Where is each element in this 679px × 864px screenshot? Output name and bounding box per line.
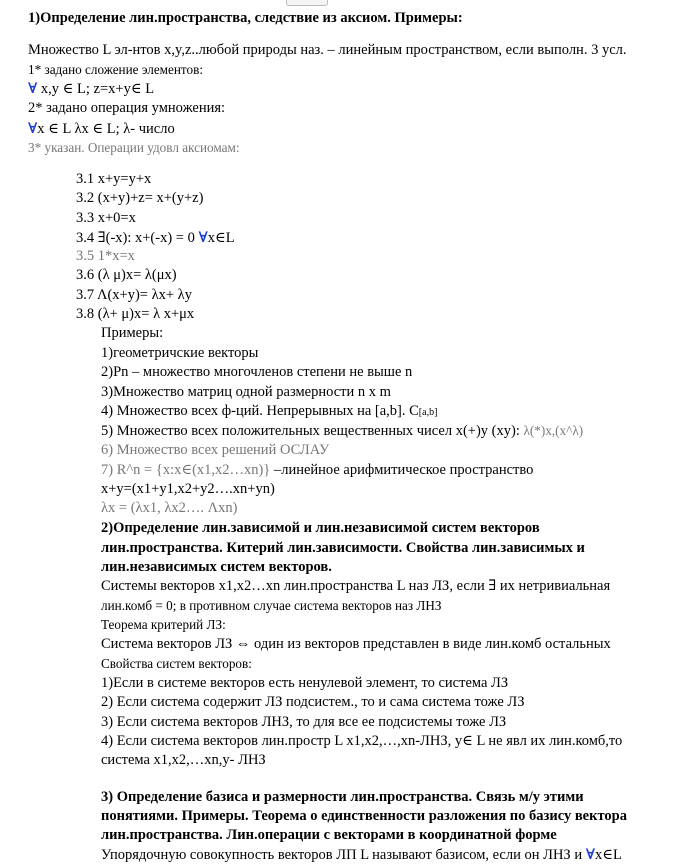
axiom-7: 3.7 Λ(x+y)= λx+ λy bbox=[76, 287, 192, 303]
section-3-title-line-1: 3) Определение базиса и размерности лин.пространства. Связь м/у этими bbox=[101, 789, 584, 805]
axiom-1: 3.1 x+y=y+x bbox=[76, 171, 152, 187]
example-1: 1)геометричские векторы bbox=[101, 345, 259, 361]
property-1: 1)Если в системе векторов есть ненулевой элемент, то система ЛЗ bbox=[101, 675, 509, 691]
forall-symbol: ∀ bbox=[28, 81, 38, 97]
condition-1-formula: ∀ x,y ∈ L; z=x+y∈ L bbox=[28, 81, 155, 97]
property-2: 2) Если система содержит ЛЗ подсистем., то и сама система тоже ЛЗ bbox=[101, 694, 525, 710]
section-1-intro: Множество L эл-нтов x,y,z..любой природы наз. – линейным пространством, если выполн. 3 усл. bbox=[28, 42, 627, 58]
section-1-title: 1)Определение лин.пространства, следствие из аксиом. Примеры: bbox=[28, 10, 463, 26]
axiom-3: 3.3 x+0=x bbox=[76, 210, 136, 226]
condition-2-formula: ∀x ∈ L λx ∈ L; λ- число bbox=[28, 121, 175, 137]
example-4: 4) Множество всех ф-ций. Непрерывных на [a,b]. C[a,b] bbox=[101, 403, 438, 419]
criterion-text: Система векторов ЛЗ ⇔ один из векторов представлен в виде лин.комб остальных bbox=[101, 636, 611, 652]
forall-symbol: ∀ bbox=[198, 230, 208, 246]
definition-line-2: лин.комб = 0; в противном случае система векторов наз ЛНЗ bbox=[101, 598, 442, 613]
property-3: 3) Если система векторов ЛНЗ, то для все ее подсистемы тоже ЛЗ bbox=[101, 714, 507, 730]
example-3: 3)Множество матриц одной размерности n x m bbox=[101, 384, 391, 400]
condition-1: 1* задано сложение элементов: bbox=[28, 62, 203, 77]
section-2-title-line-2: лин.пространства. Китерий лин.зависимости. Свойства лин.зависимых и bbox=[101, 540, 585, 556]
page-tab-notch[interactable] bbox=[286, 0, 328, 6]
axiom-4: 3.4 ∃(-x): x+(-x) = 0 ∀x∈L bbox=[76, 230, 235, 246]
examples-title: Примеры: bbox=[101, 325, 164, 341]
property-4-line-1: 4) Если система векторов лин.простр L x1,x2,…,xn-ЛНЗ, y∈ L не явл их лин.комб,то bbox=[101, 733, 623, 749]
basis-definition: Упорядочную совокупность векторов ЛП L называют базисом, если он ЛНЗ и ∀x∈L bbox=[101, 847, 622, 863]
axiom-5: 3.5 1*x=x bbox=[76, 248, 135, 264]
section-2-title-line-1: 2)Определение лин.зависимой и лин.независимой систем векторов bbox=[101, 520, 540, 536]
axiom-8: 3.8 (λ+ μ)x= λ x+μx bbox=[76, 306, 195, 322]
forall-symbol: ∀ bbox=[585, 847, 595, 863]
condition-2: 2* задано операция умножения: bbox=[28, 100, 226, 116]
definition-line-1: Системы векторов x1,x2…xn лин.пространства L наз ЛЗ, если ∃ их нетривиальная bbox=[101, 578, 611, 594]
example-6: 6) Множество всех решений ОСЛАУ bbox=[101, 442, 330, 458]
section-3-title-line-2: понятиями. Примеры. Теорема о единственности разложения по базису вектора bbox=[101, 808, 627, 824]
example-7-scale: λx = (λx1, λx2…. Λxn) bbox=[101, 500, 238, 516]
section-2-title-line-3: лин.независимых систем векторов. bbox=[101, 559, 332, 575]
condition-3: 3* указан. Операции удовл аксиомам: bbox=[28, 140, 240, 155]
example-7-sum: x+y=(x1+y1,x2+y2….xn+yn) bbox=[101, 481, 275, 497]
section-3-title-line-3: лин.пространства. Лин.операции с векторами в координатной форме bbox=[101, 827, 557, 843]
example-5: 5) Множество всех положительных вещественных чисел x(+)y (xy): λ(*)x,(x^λ) bbox=[101, 423, 584, 439]
criterion-title: Теорема критерий ЛЗ: bbox=[101, 617, 226, 632]
example-7: 7) R^n = {x:x∈(x1,x2…xn)} –линейное арифмитическое пространство bbox=[101, 462, 534, 478]
axiom-6: 3.6 (λ μ)x= λ(μx) bbox=[76, 267, 177, 283]
forall-symbol: ∀ bbox=[28, 121, 38, 137]
example-2: 2)Pn – множество многочленов степени не выше n bbox=[101, 364, 413, 380]
axiom-2: 3.2 (x+y)+z= x+(y+z) bbox=[76, 190, 204, 206]
properties-title: Свойства систем векторов: bbox=[101, 656, 252, 671]
property-4-line-2: система x1,x2,…xn,y- ЛНЗ bbox=[101, 752, 266, 768]
